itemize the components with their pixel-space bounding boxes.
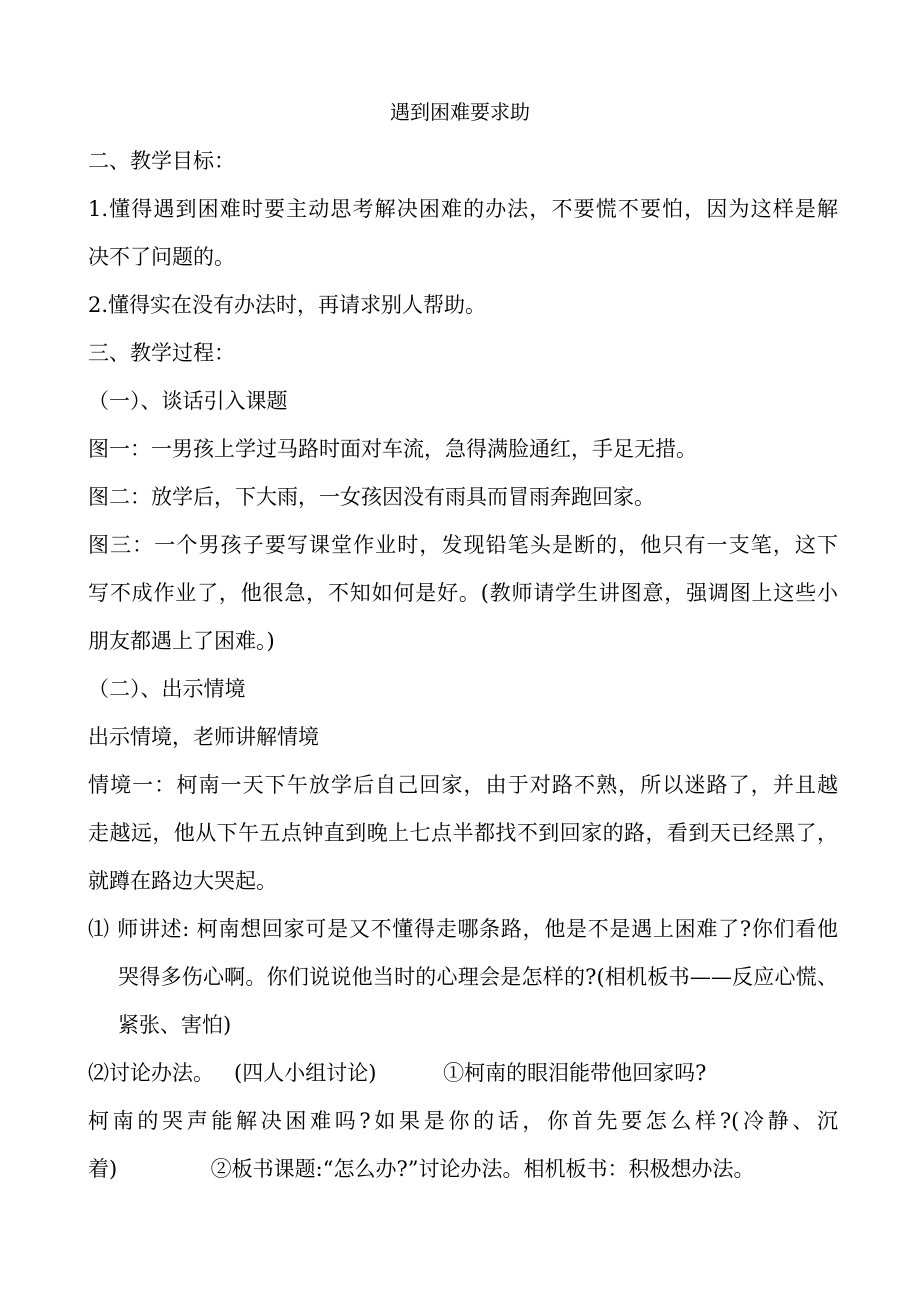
list-item-line: ⑴ 师讲述: 柯南想回家可是又不懂得走哪条路，他是不是遇上困难了?你们看他 <box>88 917 838 941</box>
paragraph-line: 柯南的哭声能解决困难吗?如果是你的话，你首先要怎么样?(冷静、沉 <box>88 1109 838 1133</box>
paragraph-line: 就蹲在路边大哭起。 <box>88 869 277 893</box>
subsection-heading: （一）、谈话引入课题 <box>88 389 288 413</box>
paragraph-line: 着) ②板书课题:“怎么办?”讨论办法。相机板书：积极想办法。 <box>88 1157 755 1181</box>
paragraph-line: 走越远，他从下午五点钟直到晚上七点半都找不到回家的路，看到天已经黑了， <box>88 821 838 845</box>
paragraph-line: 决不了问题的。 <box>88 245 235 269</box>
paragraph-line: 1.懂得遇到困难时要主动思考解决困难的办法，不要慌不要怕，因为这样是解 <box>88 197 838 221</box>
list-item-line: 紧张、害怕) <box>118 1013 232 1037</box>
paragraph-line: 2.懂得实在没有办法时，再请求别人帮助。 <box>88 293 487 317</box>
subsection-heading: （二）、出示情境 <box>88 677 246 701</box>
paragraph-line: 图二：放学后，下大雨，一女孩因没有雨具而冒雨奔跑回家。 <box>88 485 655 509</box>
section-heading-process: 三、教学过程： <box>88 341 235 365</box>
paragraph-line: 图三：一个男孩子要写课堂作业时，发现铅笔头是断的，他只有一支笔，这下 <box>88 533 838 557</box>
list-item-line: ⑵讨论办法。 (四人小组讨论) ①柯南的眼泪能带他回家吗? <box>88 1061 707 1085</box>
paragraph-line: 图一：一男孩上学过马路时面对车流，急得满脸通红，手足无措。 <box>88 437 697 461</box>
section-heading-objectives: 二、教学目标： <box>88 149 235 173</box>
paragraph-line: 出示情境，老师讲解情境 <box>88 725 319 749</box>
paragraph-line: 情境一：柯南一天下午放学后自己回家，由于对路不熟，所以迷路了，并且越 <box>88 773 838 797</box>
paragraph-line: 写不成作业了，他很急，不知如何是好。(教师请学生讲图意，强调图上这些小 <box>88 581 838 605</box>
document-title: 遇到困难要求助 <box>390 100 530 124</box>
list-item-line: 哭得多伤心啊。你们说说他当时的心理会是怎样的?(相机板书——反应心慌、 <box>118 965 838 989</box>
paragraph-line: 朋友都遇上了困难。) <box>88 629 275 653</box>
